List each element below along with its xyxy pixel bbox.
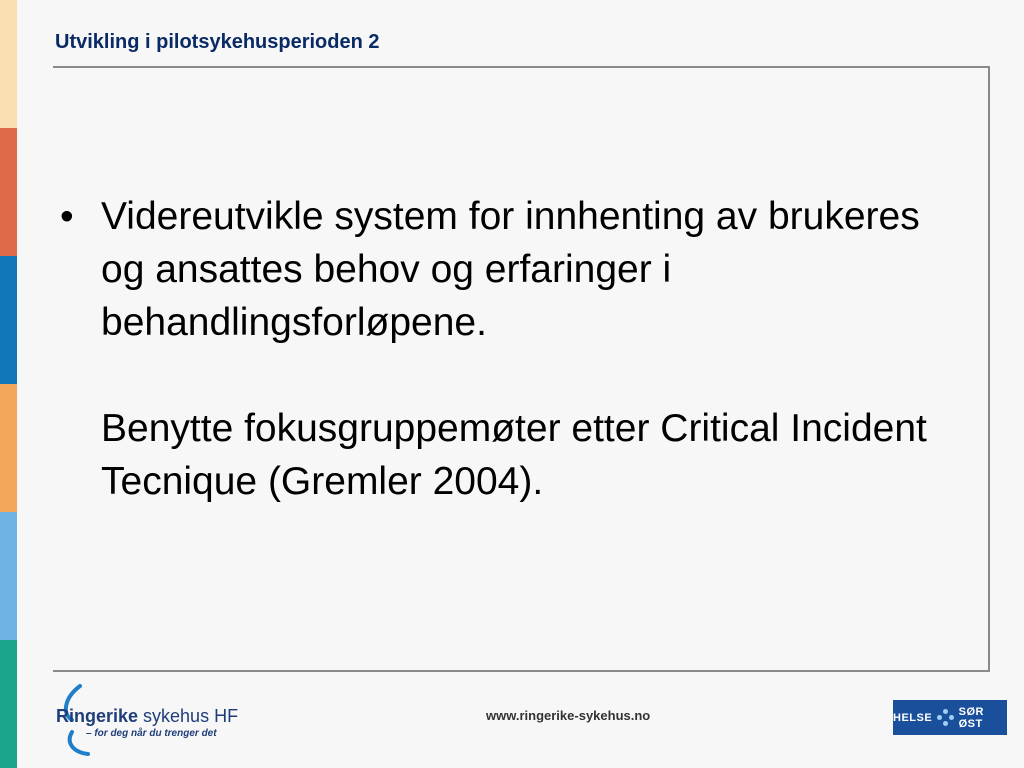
bullet-item	[60, 190, 970, 508]
stripe-cream	[0, 0, 17, 128]
paragraph-1: Videreutvikle system for innhenting av brukeres og ansattes behov og erfaringer i behandlingsforløpene.	[101, 195, 920, 344]
helse-text: HELSE	[893, 711, 933, 724]
ringerike-logo	[56, 684, 239, 756]
stripe-red	[0, 128, 17, 256]
website-url: www.ringerike-sykehus.no	[486, 708, 651, 723]
slide-title: Utvikling i pilotsykehusperioden 2	[55, 31, 380, 53]
stripe-light-blue	[0, 512, 17, 640]
ringerike-name: Ringerike sykehus HF	[56, 706, 239, 726]
slide-body	[60, 190, 970, 508]
sor-ost-text: SØR ØST	[958, 705, 984, 730]
paragraph-2: Benytte fokusgruppemøter etter Critical Incident Tecnique (Gremler 2004).	[101, 407, 927, 503]
helse-dots-icon	[937, 709, 953, 727]
stripe-teal	[0, 640, 17, 768]
helse-sor-ost-logo	[893, 700, 1007, 735]
stripe-blue	[0, 256, 17, 384]
ringerike-tagline: – for deg når du trenger det	[86, 728, 217, 739]
bullet-symbol: •	[60, 195, 74, 238]
stripe-orange	[0, 384, 17, 512]
color-stripe-bar	[0, 0, 17, 768]
